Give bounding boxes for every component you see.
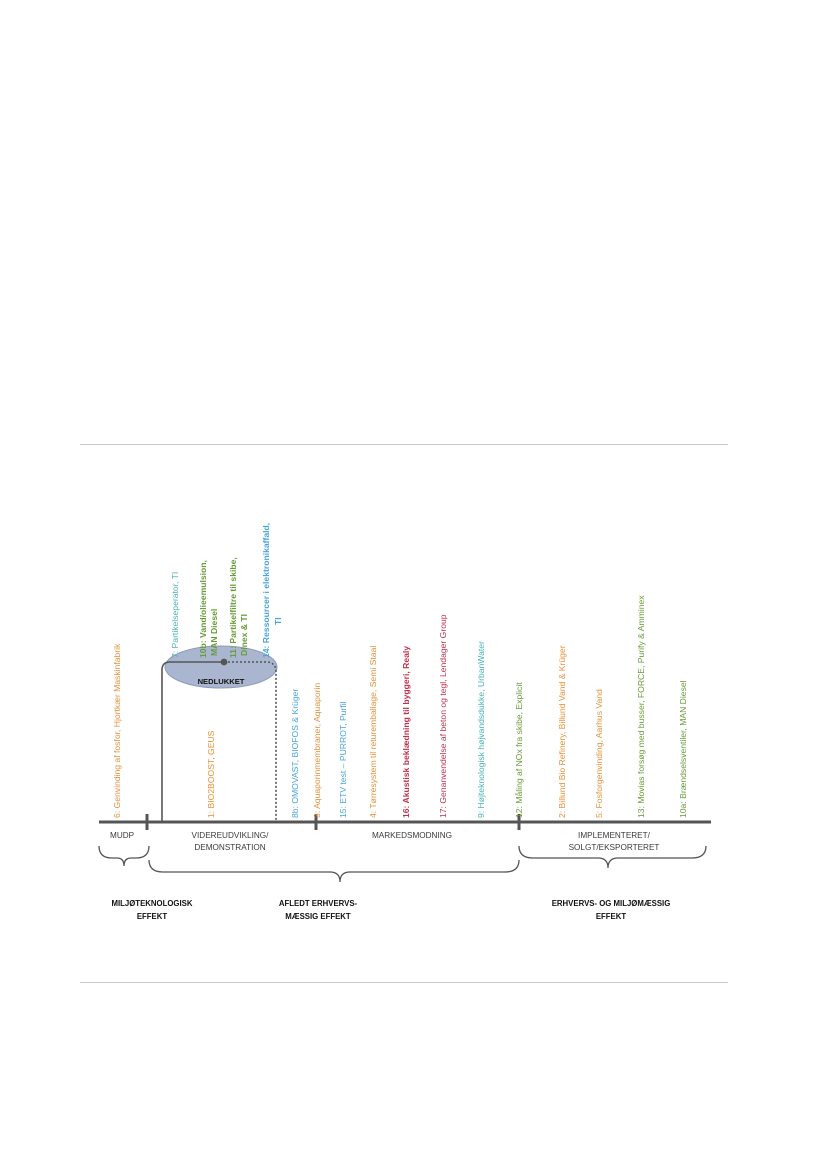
project-label-4: 4: Tørresystem til returemballage, Semi Staal <box>368 645 378 818</box>
project-label-15: 15: ETV test – PURROT, Purfil <box>338 701 348 818</box>
effect-environmental-line2: EFFEKT <box>136 912 168 921</box>
project-label-10b-line2: MAN Diesel <box>209 608 219 656</box>
project-label-7: 7: Partikelseperator, TI <box>170 571 180 658</box>
stage-development-line2: DEMONSTRATION <box>194 843 266 852</box>
stage-implemented-line2: SOLGT/EKSPORTERET <box>568 843 660 852</box>
brace-environmental <box>99 846 149 866</box>
closed-marker-dot <box>221 659 228 666</box>
stage-implemented-line1: IMPLEMENTERET/ <box>578 831 650 840</box>
stage-mudp: MUDP <box>110 831 135 840</box>
project-label-10b: 10b: Vand/olieemulsion, <box>198 560 208 658</box>
project-label-2: 2: Billund Bio Refinery, Billund Vand & Krüger <box>557 645 567 818</box>
project-label-16: 16: Akustisk beklædning til byggeri, Realy <box>401 645 411 818</box>
stage-development-line1: VIDEREUDVIKLING/ <box>191 831 269 840</box>
closed-label: NEDLUKKET <box>197 677 245 686</box>
project-label-12: 12: Måling af NOx fra skibe, Explicit <box>514 682 524 818</box>
project-label-3: 3: Aquaporinmembraner, Aquaporin <box>312 682 322 818</box>
project-label-8b: 8b: OMOVAST, BIOFOS & Krüger <box>290 688 300 818</box>
project-label-11-line2: Dinex & TI <box>239 613 249 656</box>
project-label-17: 17: Genanvendelse af beton og tegl, Lendager Group <box>438 614 448 818</box>
effect-environmental-line1: MILJØTEKNOLOGISK <box>111 899 193 908</box>
effect-combined-line2: EFFEKT <box>595 912 627 921</box>
project-label-14: 14: Ressourcer i elektronikaffald, <box>261 522 271 658</box>
effect-derived-line1: AFLEDT ERHVERVS- <box>278 899 358 908</box>
brace-derived <box>149 860 519 882</box>
project-label-5: 5: Fosforgenvinding, Aarhus Vand <box>594 689 604 818</box>
project-label-10a: 10a: Brændselsventiler, MAN Diesel <box>678 680 688 818</box>
stage-market: MARKEDSMODNING <box>371 831 453 840</box>
effect-derived-line2: MÆSSIG EFFEKT <box>285 912 351 921</box>
project-label-13: 13: Movias forsøg med busser, FORCE, Purify & Amminex <box>636 595 646 818</box>
project-label-9: 9: Højteknologisk højvandsdukke, UrbanWater <box>476 641 486 818</box>
project-label-1: 1: BIO2BOOST, GEUS <box>206 730 216 818</box>
project-label-6: 6: Genvinding af fosfor, Hjortkær Maskinfabrik <box>112 643 122 818</box>
effect-combined-line1: ERHVERVS- OG MILJØMÆSSIG <box>551 899 671 908</box>
project-label-11: 11: Partikelfiltre til skibe, <box>228 557 238 658</box>
project-label-14-line2: TI <box>273 617 283 625</box>
